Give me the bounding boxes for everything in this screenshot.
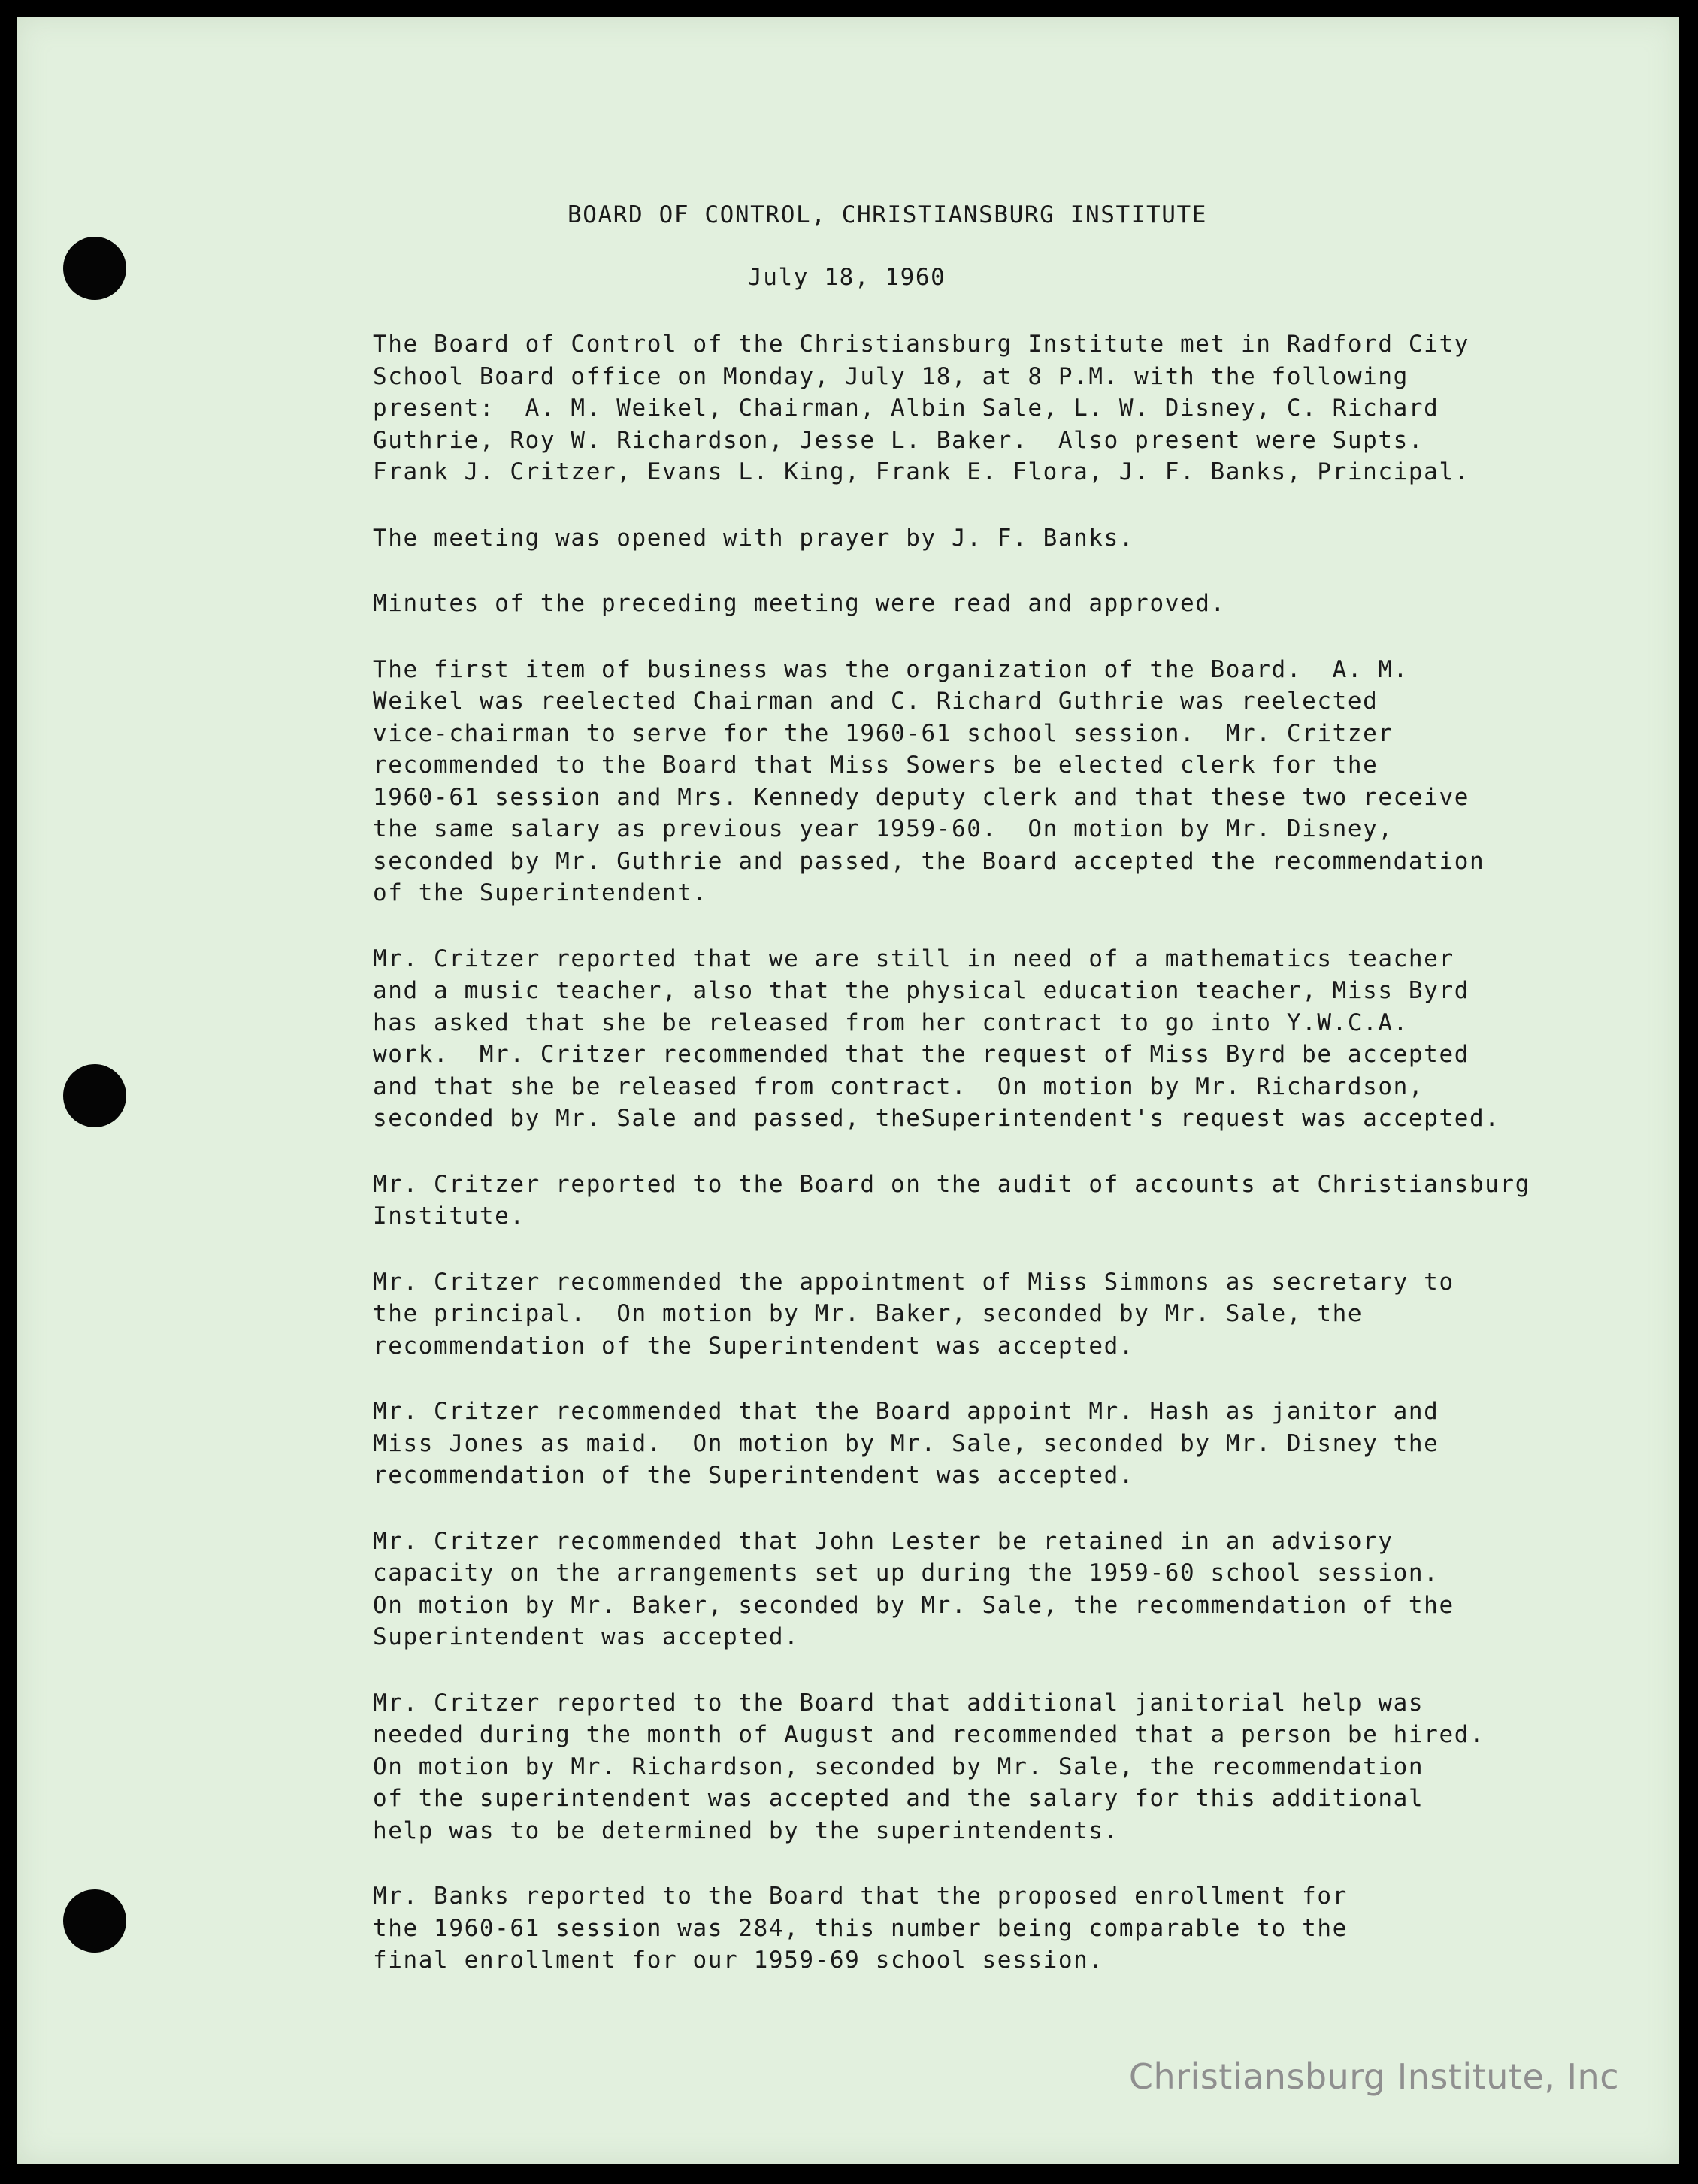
text-line: Superintendent was accepted. (373, 1623, 800, 1650)
punch-hole-bottom (63, 1889, 126, 1953)
text-line: and a music teacher, also that the physical education teacher, Miss Byrd (373, 977, 1469, 1004)
text-line: recommendation of the Superintendent was accepted. (373, 1332, 1135, 1360)
text-line: School Board office on Monday, July 18, at 8 P.M. with the following (373, 362, 1409, 390)
text-line: Weikel was reelected Chairman and C. Richard Guthrie was reelected (373, 688, 1379, 715)
paragraph (373, 1396, 1530, 1492)
text-line: On motion by Mr. Richardson, seconded by Mr. Sale, the recommendation (373, 1753, 1424, 1780)
text-line: needed during the month of August and recommended that a person be hired. (373, 1721, 1485, 1748)
paragraph (373, 943, 1530, 1135)
document-date: July 18, 1960 (748, 264, 946, 291)
text-line: present: A. M. Weikel, Chairman, Albin Sale, L. W. Disney, C. Richard (373, 395, 1439, 422)
text-line: 1960-61 session and Mrs. Kennedy deputy clerk and that these two receive (373, 783, 1469, 811)
paragraph (373, 1687, 1530, 1847)
text-line: and that she be released from contract. On motion by Mr. Richardson, (373, 1072, 1424, 1100)
text-line: final enrollment for our 1959-69 school session. (373, 1947, 1104, 1974)
document-body (373, 328, 1530, 2010)
punch-hole-top (63, 237, 126, 300)
text-line: Mr. Critzer recommended that John Lester be retained in an advisory (373, 1527, 1394, 1555)
text-line: the principal. On motion by Mr. Baker, seconded by Mr. Sale, the (373, 1300, 1364, 1327)
document-title: BOARD OF CONTROL, CHRISTIANSBURG INSTITUTE (568, 201, 1208, 228)
text-line: On motion by Mr. Baker, seconded by Mr. Sale, the recommendation of the (373, 1591, 1454, 1619)
paragraph (373, 522, 1530, 555)
paragraph (373, 1266, 1530, 1363)
text-line: recommended to the Board that Miss Sowers be elected clerk for the (373, 752, 1379, 779)
paragraph (373, 654, 1530, 909)
text-line: help was to be determined by the superintendents. (373, 1816, 1119, 1844)
text-line: vice-chairman to serve for the 1960-61 school session. Mr. Critzer (373, 719, 1394, 747)
text-line: capacity on the arrangements set up during the 1959-60 school session. (373, 1559, 1439, 1587)
watermark: Christiansburg Institute, Inc (1128, 2056, 1619, 2097)
text-line: Guthrie, Roy W. Richardson, Jesse L. Baker. Also present were Supts. (373, 426, 1424, 454)
text-line: work. Mr. Critzer recommended that the request of Miss Byrd be accepted (373, 1041, 1469, 1068)
text-line: Frank J. Critzer, Evans L. King, Frank E. Flora, J. F. Banks, Principal. (373, 458, 1469, 486)
text-line: Minutes of the preceding meeting were read and approved. (373, 590, 1226, 617)
text-line: recommendation of the Superintendent was accepted. (373, 1462, 1135, 1489)
text-line: the same salary as previous year 1959-60. On motion by Mr. Disney, (373, 815, 1394, 842)
punch-hole-middle (63, 1064, 126, 1127)
text-line: The Board of Control of the Christiansburg Institute met in Radford City (373, 331, 1469, 358)
text-line: Mr. Critzer recommended that the Board appoint Mr. Hash as janitor and (373, 1398, 1439, 1425)
paragraph (373, 328, 1530, 489)
text-line: Mr. Critzer reported that we are still in need of a mathematics teacher (373, 945, 1454, 973)
text-line: of the superintendent was accepted and the salary for this additional (373, 1785, 1424, 1812)
text-line: the 1960-61 session was 284, this number being comparable to the (373, 1914, 1348, 1942)
text-line: Mr. Critzer reported to the Board that additional janitorial help was (373, 1689, 1424, 1717)
paragraph (373, 1880, 1530, 1977)
text-line: Mr. Critzer recommended the appointment of Miss Simmons as secretary to (373, 1268, 1454, 1296)
text-line: of the Superintendent. (373, 879, 708, 906)
paragraph (373, 588, 1530, 620)
text-line: seconded by Mr. Sale and passed, theSuperintendent's request was accepted. (373, 1105, 1500, 1132)
paragraph (373, 1169, 1530, 1233)
text-line: The meeting was opened with prayer by J. F. Banks. (373, 524, 1135, 552)
text-line: Mr. Banks reported to the Board that the proposed enrollment for (373, 1883, 1348, 1910)
text-line: has asked that she be released from her contract to go into Y.W.C.A. (373, 1009, 1409, 1036)
text-line: The first item of business was the organization of the Board. A. M. (373, 655, 1409, 683)
text-line: Institute. (373, 1202, 525, 1230)
text-line: Miss Jones as maid. On motion by Mr. Sale, seconded by Mr. Disney the (373, 1429, 1439, 1457)
paragraph (373, 1526, 1530, 1653)
text-line: seconded by Mr. Guthrie and passed, the Board accepted the recommendation (373, 847, 1485, 875)
text-line: Mr. Critzer reported to the Board on the audit of accounts at Christiansburg (373, 1170, 1531, 1198)
